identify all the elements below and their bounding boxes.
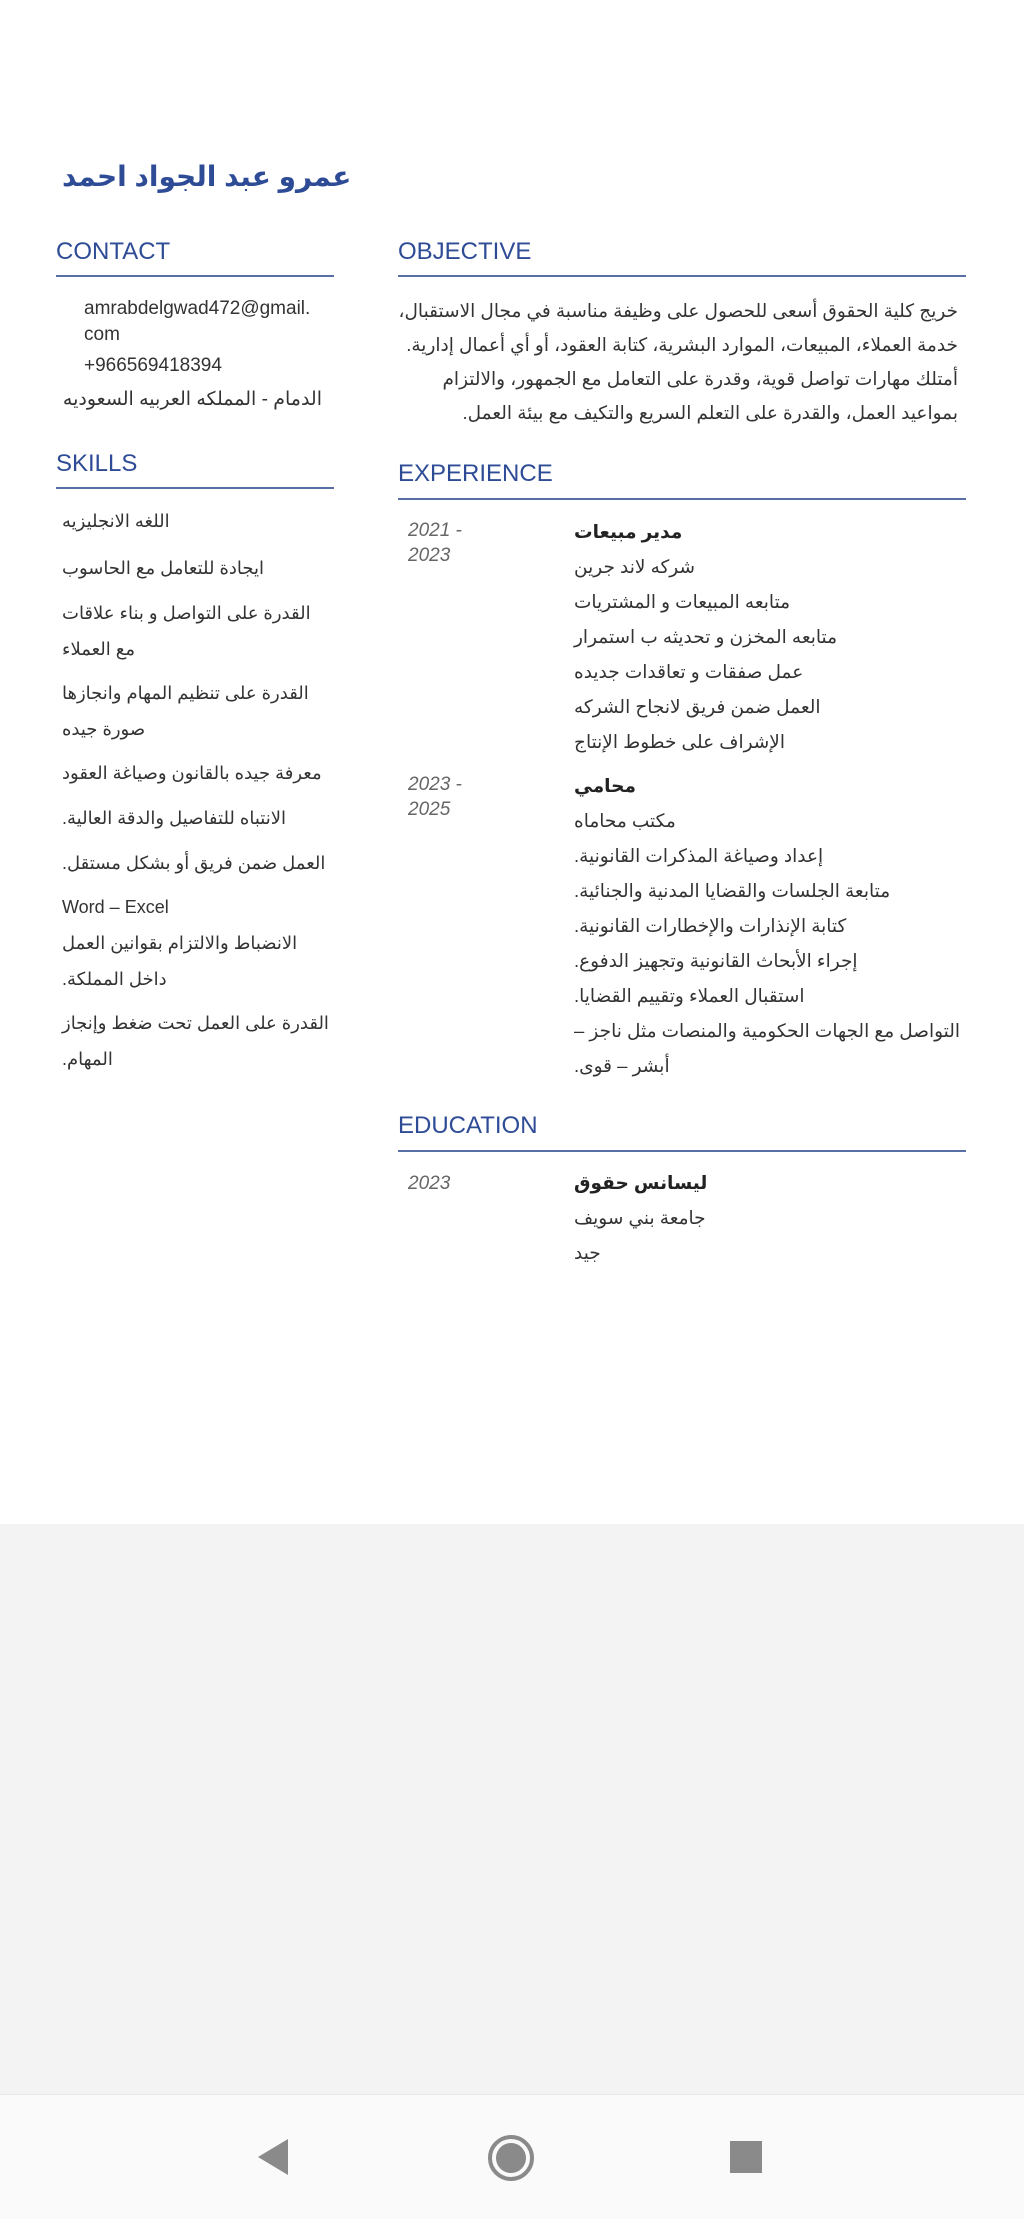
skill-item: ايجادة للتعامل مع الحاسوب	[62, 558, 265, 578]
experience-title: مدير مبيعات	[574, 521, 683, 542]
objective-heading: OBJECTIVE	[398, 238, 532, 265]
contact-rule	[56, 275, 334, 277]
skill-item: القدرة على تنظيم المهام وانجازها صورة جيده	[62, 683, 309, 739]
experience-line: عمل صفقات و تعاقدات جديده	[574, 661, 804, 682]
education-date: 2023	[408, 1173, 451, 1194]
recents-icon[interactable]	[728, 2139, 764, 2175]
skill-item: معرفة جيده بالقانون وصياغة العقود	[62, 763, 322, 783]
experience-line: متابعه المخزن و تحديثه ب استمرار	[574, 626, 838, 647]
experience-line: متابعه المبيعات و المشتريات	[574, 591, 791, 612]
empty-viewer-area	[0, 1524, 1024, 2094]
skills-rule	[56, 487, 334, 489]
education-title: ليسانس حقوق	[574, 1172, 708, 1193]
skill-item: Word – Excel	[62, 897, 169, 917]
experience-line: استقبال العملاء وتقييم القضايا.	[574, 985, 805, 1006]
skills-heading: SKILLS	[56, 450, 138, 477]
objective-line: خدمة العملاء، المبيعات، الموارد البشرية، كتابة العقود، أو أي أعمال إدارية.	[406, 334, 958, 355]
navigation-bar	[0, 2094, 1024, 2219]
skill-item: القدرة على التواصل و بناء علاقات مع العملاء	[62, 603, 311, 659]
experience-line: شركه لاند جرين	[574, 556, 695, 577]
education-heading: EDUCATION	[398, 1112, 538, 1139]
objective-rule	[398, 275, 966, 277]
experience-rule	[398, 498, 966, 500]
experience-entry	[574, 768, 964, 1083]
experience-line: الإشراف على خطوط الإنتاج	[574, 731, 785, 752]
experience-line: متابعة الجلسات والقضايا المدنية والجنائية.	[574, 880, 891, 901]
experience-line: كتابة الإنذارات والإخطارات القانونية.	[574, 915, 847, 936]
objective-line: خريج كلية الحقوق أسعى للحصول على وظيفة مناسبة في مجال الاستقبال،	[398, 300, 958, 321]
contact-phone: +966569418394	[84, 355, 222, 376]
experience-heading: EXPERIENCE	[398, 460, 553, 487]
experience-line: إعداد وصياغة المذكرات القانونية.	[574, 845, 824, 866]
candidate-name: عمرو عبد الجواد احمد	[62, 161, 352, 192]
skill-item: القدرة على العمل تحت ضغط وإنجاز المهام.	[62, 1013, 329, 1069]
experience-line: إجراء الأبحاث القانونية وتجهيز الدفوع.	[574, 950, 858, 971]
education-entry	[574, 1165, 964, 1270]
experience-date: 2021 - 2023	[408, 520, 462, 566]
contact-email-cont: com	[84, 324, 120, 345]
objective-line: أمتلك مهارات تواصل قوية، وقدرة على التعامل مع الجمهور، والالتزام	[442, 368, 958, 389]
contact-address: الدمام - المملكه العربيه السعوديه	[62, 389, 322, 410]
contact-heading: CONTACT	[56, 238, 171, 265]
experience-entry	[574, 514, 964, 759]
skill-item: العمل ضمن فريق أو بشكل مستقل.	[62, 853, 326, 873]
experience-line: مكتب محاماه	[574, 810, 676, 831]
contact-email: amrabdelgwad472@gmail.	[84, 298, 311, 319]
experience-line: التواصل مع الجهات الحكومية والمنصات مثل ناجز –	[574, 1020, 961, 1041]
objective-text	[398, 294, 958, 430]
experience-date: 2023 - 2025	[408, 774, 462, 820]
skill-item: الانضباط والالتزام بقوانين العمل داخل المملكة.	[62, 933, 298, 989]
back-icon[interactable]	[254, 2135, 294, 2179]
home-icon[interactable]	[486, 2133, 536, 2183]
education-line: جيد	[574, 1242, 601, 1263]
skill-item: اللغه الانجليزيه	[62, 511, 170, 531]
objective-line: بمواعيد العمل، والقدرة على التعلم السريع والتكيف مع بيئة العمل.	[462, 402, 958, 423]
education-line: جامعة بني سويف	[574, 1207, 706, 1228]
experience-line: أبشر – قوى.	[574, 1055, 670, 1076]
experience-title: محامي	[574, 775, 636, 796]
experience-line: العمل ضمن فريق لانجاح الشركه	[574, 696, 821, 717]
skill-item: الانتباه للتفاصيل والدقة العالية.	[62, 808, 286, 828]
education-rule	[398, 1150, 966, 1152]
